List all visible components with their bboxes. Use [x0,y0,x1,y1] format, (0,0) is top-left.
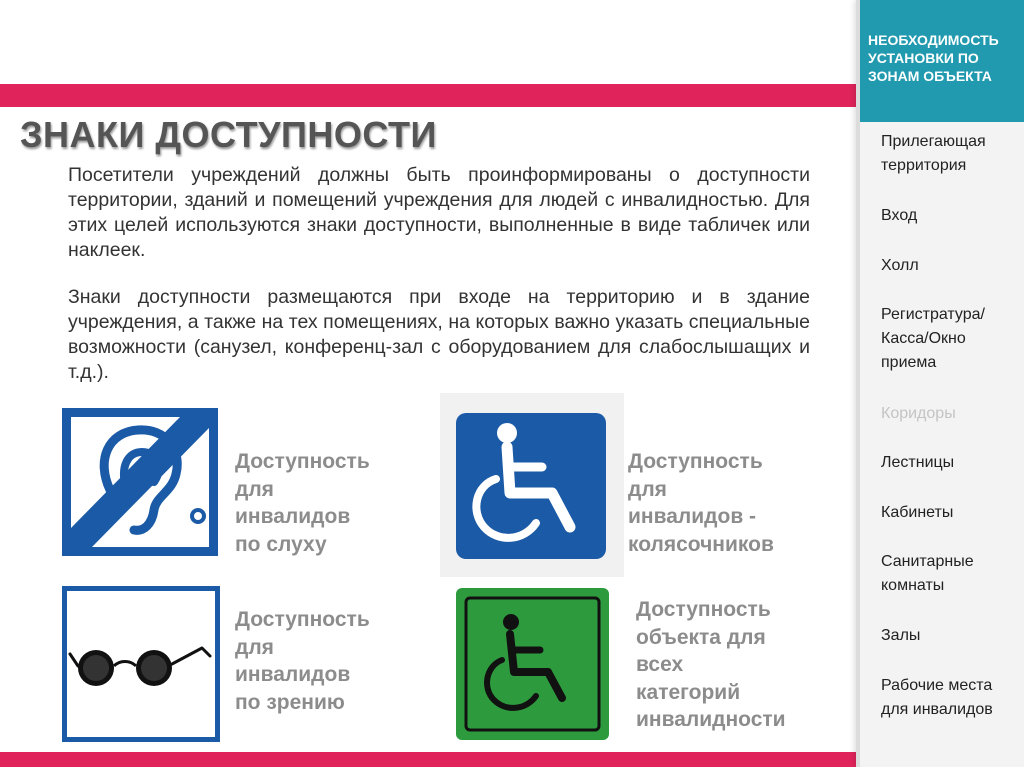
sidebar-item-offices: Кабинеты [881,504,954,521]
paragraph-placement: Знаки доступности размещаются при входе на территорию и в здание учреждения, а также на тех помещениях, на которых важно указать специальные возможности (санузел, конференц-зал с оборудованием для слабослышащих и т.д.). [68,286,810,383]
slide-title: ЗНАКИ ДОСТУПНОСТИ [20,114,437,155]
vision-sign-caption: Доступность для инвалидов по зрению [235,608,370,714]
hearing-impaired-icon [62,408,218,556]
top-accent-band [0,84,856,107]
wheelchair-sign [440,393,624,577]
sidebar-item-entrance: Вход [881,207,918,224]
sidebar-item-corridors: Коридоры [881,405,956,422]
vision-sign [62,586,220,742]
sidebar-header [860,0,1024,122]
sidebar-item-hall: Холл [881,257,919,274]
visually-impaired-glasses-icon [62,586,220,742]
sidebar-item-halls: Залы [881,627,921,644]
hearing-sign-caption: Доступность для инвалидов по слуху [235,450,370,556]
hearing-sign [62,408,218,556]
zones-sidebar [856,0,1024,767]
sidebar-item-territory: Прилегающая территория [881,133,986,174]
sidebar-header-text: НЕОБХОДИМОСТЬ УСТАНОВКИ ПО ЗОНАМ ОБЪЕКТА [868,32,999,84]
sidebar-item-registry: Регистратура/ Касса/Окно приема [881,306,985,371]
sidebar-item-workplaces: Рабочие места для инвалидов [881,677,993,718]
sidebar-item-restrooms: Санитарные комнаты [881,553,974,594]
all-disabilities-sign-caption: Доступность объекта для всех категорий инвалидности [636,598,786,731]
all-disabilities-sign [456,588,609,740]
bottom-accent-band [0,752,856,767]
wheelchair-icon [456,588,609,740]
paragraph-info: Посетители учреждений должны быть проинформированы о доступности территории, зданий и помещений учреждения для людей с инвалидностью. Для этих целей используются знаки доступности, выполненные в виде табличек или наклеек. [68,164,810,261]
wheelchair-icon [440,393,624,577]
wheelchair-sign-caption: Доступность для инвалидов - колясочников [628,450,774,556]
sidebar-item-stairs: Лестницы [881,454,955,471]
